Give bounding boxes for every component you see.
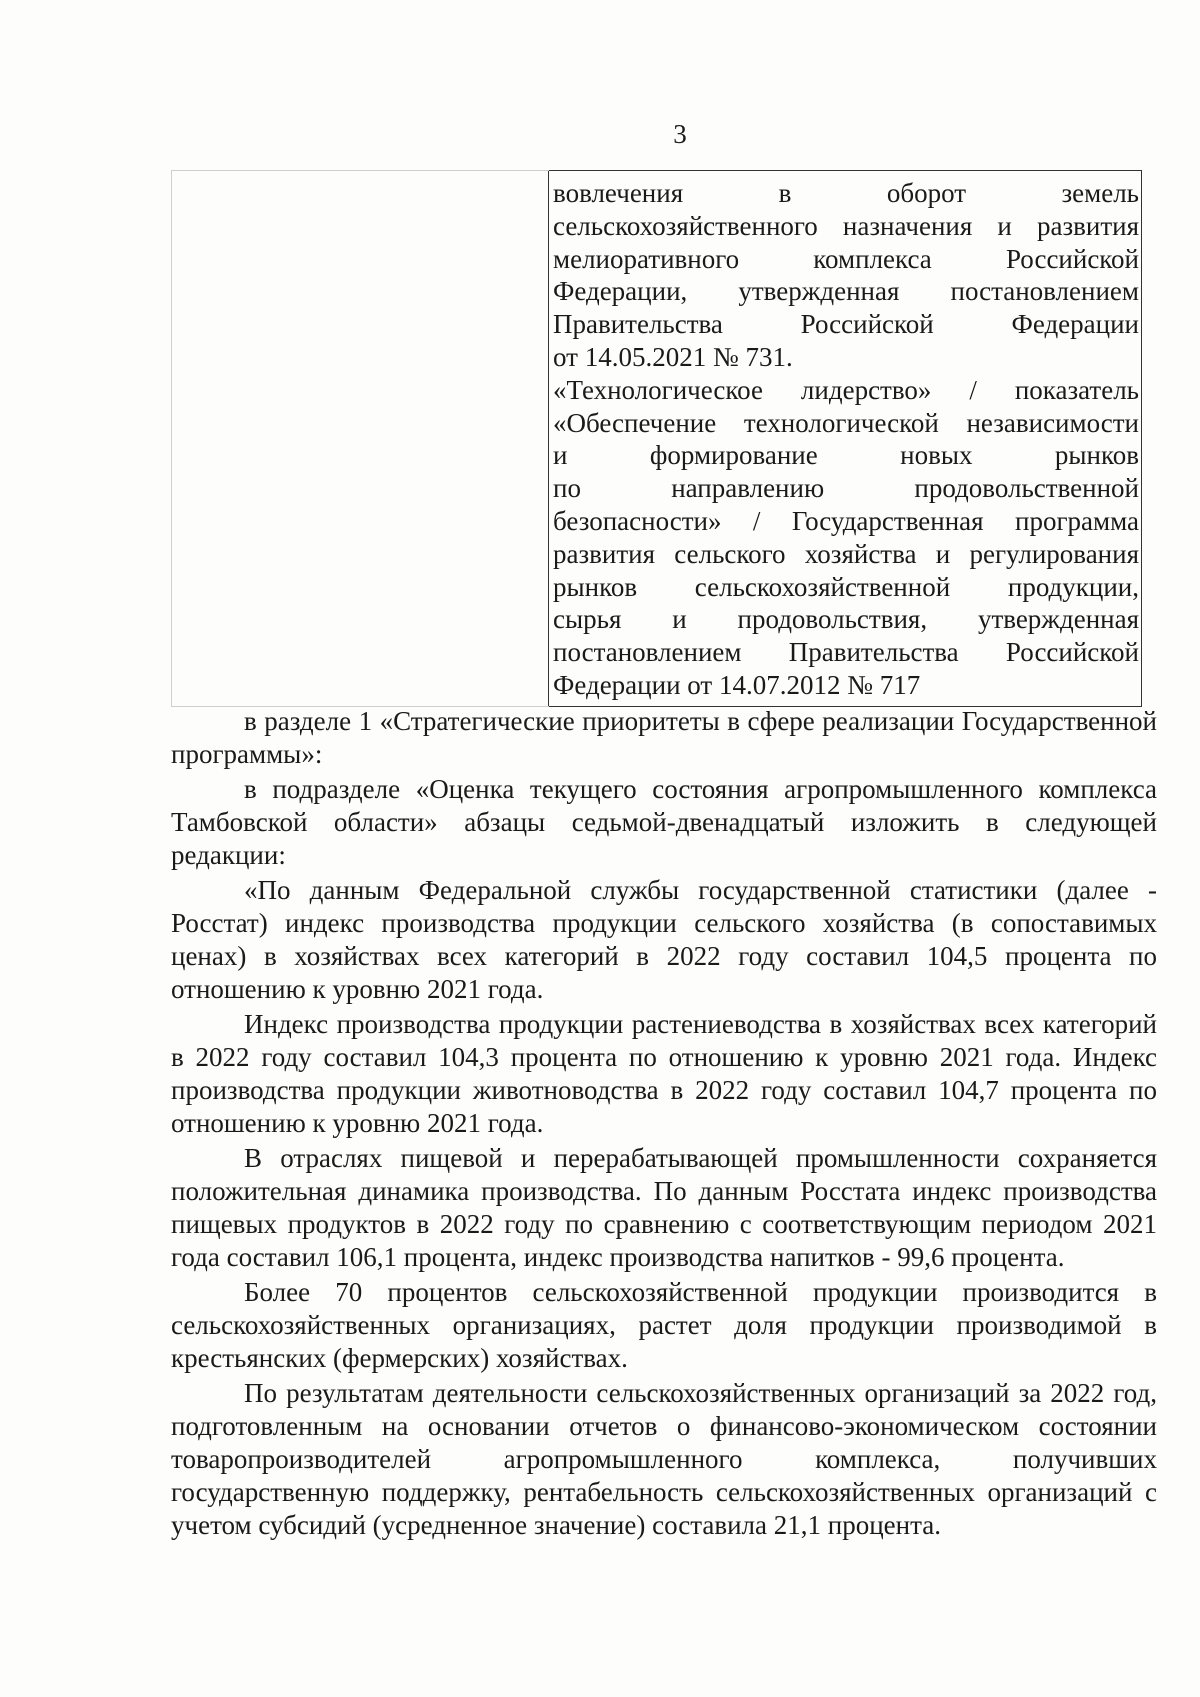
document-body: [171, 705, 1157, 1544]
cell-text-line: «Технологическое лидерство» / показатель: [553, 374, 1139, 405]
paragraph: В отраслях пищевой и перерабатывающей промышленности сохраняется положительная динамика производства. По данным Росстата индекс производства пищевых продуктов в 2022 году по сравнению с соответствующим периодом 2021 года составил 106,1 процента, индекс производства напитков - 99,6 процента.: [171, 1143, 1157, 1272]
paragraph: По результатам деятельности сельскохозяйственных организаций за 2022 год, подготовленным на основании отчетов о финансово-экономическом состоянии товаропроизводителей агропромышленного комплекса, получивших государственную поддержку, рентабельность сельскохозяйственных организаций с учетом субсидий (усредненное значение) составила 21,1 процента.: [171, 1378, 1157, 1540]
cell-text-line: рынков сельскохозяйственной продукции,: [553, 571, 1139, 602]
table-cell-right: [549, 171, 1142, 707]
cell-text-line: Федерации от 14.07.2012 № 717: [553, 669, 921, 700]
cell-text-line: «Обеспечение технологической независимости: [553, 407, 1139, 438]
cell-text-line: мелиоративного комплекса Российской: [553, 243, 1139, 274]
table-row: [172, 171, 1142, 707]
page-number: 3: [673, 119, 687, 149]
cell-text-line: от 14.05.2021 № 731.: [553, 341, 793, 372]
cell-text-line: Федерации, утвержденная постановлением: [553, 276, 1139, 307]
document-table: [171, 170, 1142, 707]
cell-text-line: безопасности» / Государственная программа: [553, 505, 1139, 536]
cell-text-line: сырья и продовольствия, утвержденная: [553, 604, 1139, 635]
cell-text-line: постановлением Правительства Российской: [553, 637, 1139, 668]
paragraph: Индекс производства продукции растениеводства в хозяйствах всех категорий в 2022 году составил 104,3 процента по отношению к уровню 2021 года. Индекс производства продукции животноводства в 2022 году составил 104,7 процента по отношению к уровню 2021 года.: [171, 1009, 1157, 1138]
cell-text-line: вовлечения в оборот земель: [553, 178, 1139, 208]
cell-text-line: по направлению продовольственной: [553, 473, 1139, 504]
paragraph: в разделе 1 «Стратегические приоритеты в сфере реализации Государственной программы»:: [171, 706, 1157, 769]
cell-text-line: развития сельского хозяйства и регулирования: [553, 538, 1139, 569]
table-cell-left-empty: [172, 171, 549, 707]
paragraph: «По данным Федеральной службы государственной статистики (далее - Росстат) индекс производства продукции сельского хозяйства (в сопоставимых ценах) в хозяйствах всех категорий в 2022 году составил 104,5 процента по отношению к уровню 2021 года.: [171, 875, 1157, 1004]
cell-text-line: и формирование новых рынков: [553, 440, 1139, 471]
cell-text-line: Правительства Российской Федерации: [553, 309, 1139, 340]
paragraph: Более 70 процентов сельскохозяйственной продукции производится в сельскохозяйственных организациях, растет доля продукции производимой в крестьянских (фермерских) хозяйствах.: [171, 1277, 1157, 1373]
cell-text-line: сельскохозяйственного назначения и развития: [553, 210, 1139, 241]
paragraph: в подразделе «Оценка текущего состояния агропромышленного комплекса Тамбовской области» абзацы седьмой-двенадцатый изложить в следующей редакции:: [171, 774, 1157, 870]
